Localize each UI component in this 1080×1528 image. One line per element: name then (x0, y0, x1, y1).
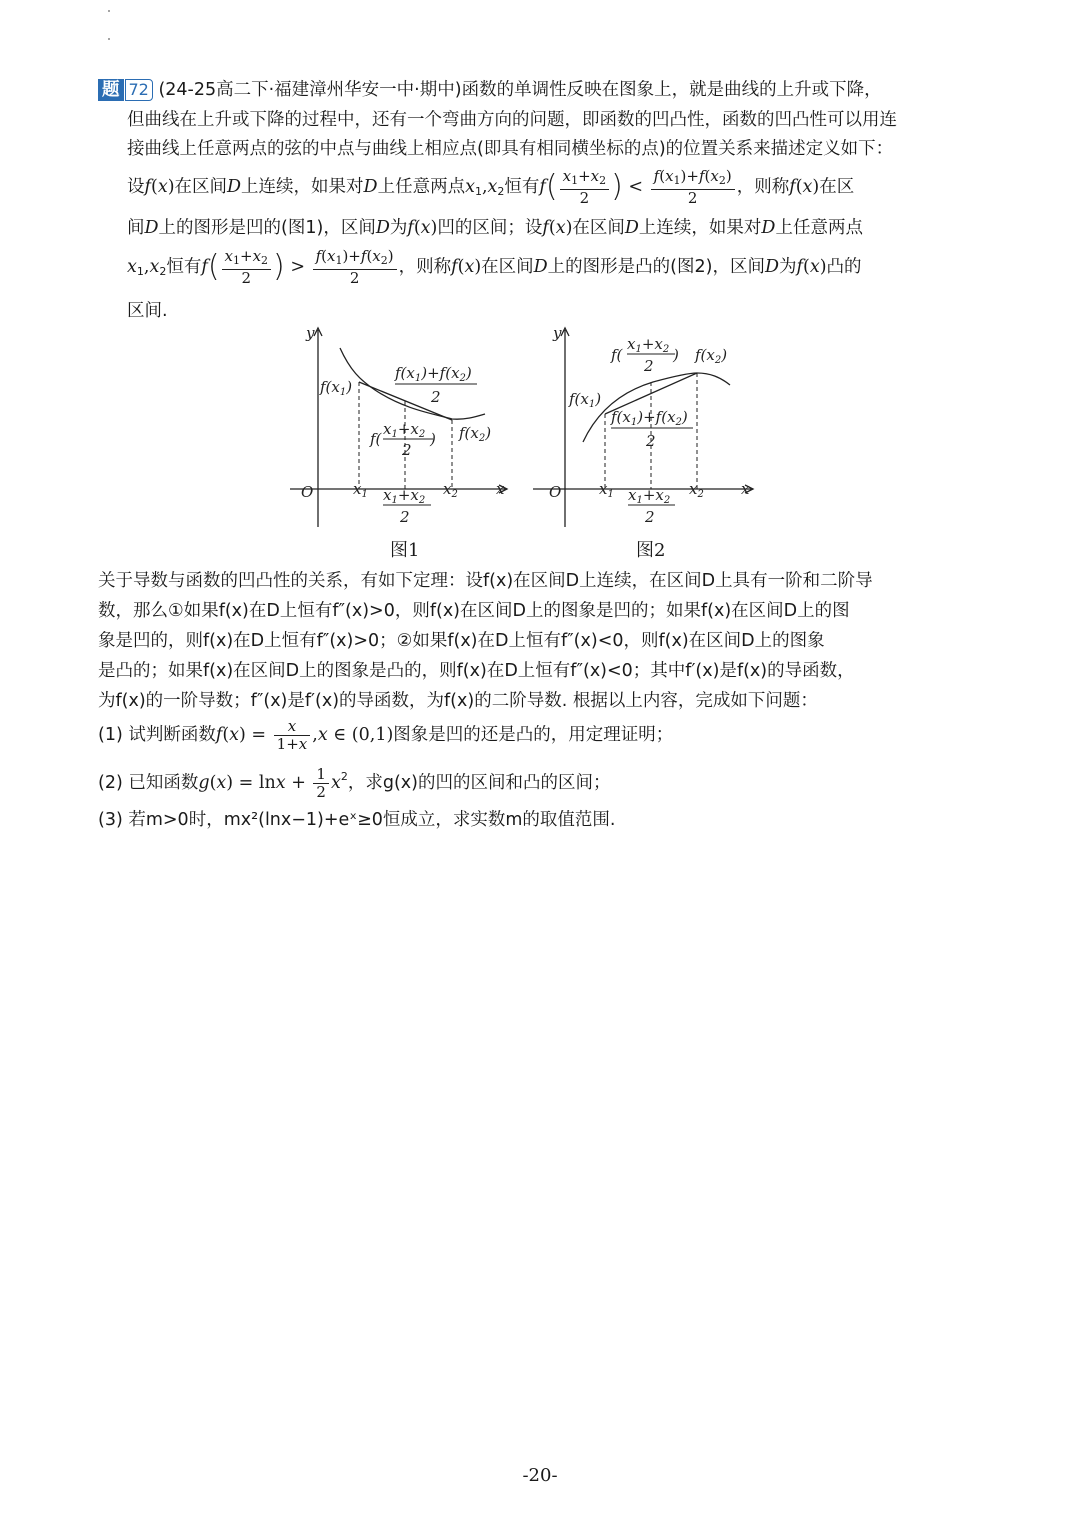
label-origin: O (549, 483, 562, 501)
theorem-line-2: 数，那么①如果f(x)在D上恒有f″(x)>0，则f(x)在区间D上的图象是凹的；如果f(x)在区间D上的图 (98, 601, 850, 621)
problem-source: (24-25高二下·福建漳州华安一中·期中) (158, 80, 462, 100)
svg-text:2: 2 (644, 357, 654, 375)
theorem-line-5: 为f(x)的一阶导数；f″(x)是f′(x)的导函数，为f(x)的二阶导数. 根据以上内容，完成如下问题： (98, 691, 818, 711)
svg-text:2: 2 (646, 432, 656, 450)
svg-text:2: 2 (645, 508, 655, 526)
theorem-line-3: 象是凹的，则f(x)在D上恒有f″(x)>0；②如果f(x)在D上恒有f″(x)<0，则f(x)在区间D上的图象 (98, 631, 825, 651)
definition-line-2: 间D上的图形是凹的(图1)，区间D为f(x)凹的区间；设f(x)在区间D上连续，如果对D上任意两点 (127, 218, 863, 238)
label-f-x1: $f(x_1)$ (320, 378, 353, 398)
theorem-line-4: 是凸的；如果f(x)在区间D上的图象是凸的，则f(x)在D上恒有f″(x)<0；其中f′(x)是f(x)的导函数， (98, 661, 855, 681)
definition-line-1: 设f(x)在区间D上连续，如果对D上任意两点$x_1,x_2$恒有f( $\frac{x_1+x_2}{2}$ ) < $\frac{f(x_1)+f(x_2)}{2}$ ，则称f(x)在区 (127, 166, 855, 207)
svg-text:): ) (430, 430, 436, 448)
definition-line-4: 区间. (127, 301, 168, 321)
label-f-x2: $f(x_2)$ (459, 424, 492, 444)
question-1: (1) 试判断函数f(x) = $\frac{x}{1+x}$ ,x ∈ (0,1)图象是凹的还是凸的，用定理证明； (98, 716, 674, 753)
question-3: (3) 若m>0时，mx²(lnx−1)+eˣ≥0恒成立，求实数m的取值范围. (98, 810, 616, 830)
scan-dot (108, 10, 110, 12)
label-y: y (553, 324, 562, 342)
page-number: -20- (522, 1465, 558, 1486)
label-f-x2: $f(x_2)$ (695, 346, 728, 366)
label-f-mid: f( (370, 430, 382, 448)
label-f-x1: $f(x_1)$ (569, 390, 602, 410)
scan-dot (108, 38, 110, 40)
label-x1: $x_1$ (353, 480, 368, 500)
problem-number: 72 (125, 79, 153, 101)
label-2: 2 (431, 388, 441, 406)
figure-2 (525, 322, 765, 532)
label-x1: $x_1$ (599, 480, 614, 500)
svg-text:x1+x2: $x_1+x_2$ (383, 486, 426, 506)
svg-text:2: 2 (400, 508, 410, 526)
svg-text:x1+x2: $x_1+x_2$ (627, 335, 670, 355)
question-2: (2) 已知函数g(x) = lnx + $\frac{1}{2}$ $x^2$，求g(x)的凹的区间和凸的区间； (98, 764, 611, 801)
problem-badge: 题 (98, 79, 124, 101)
intro-line-3: 接曲线上任意两点的弦的中点与曲线上相应点(即具有相同横坐标的点)的位置关系来描述定义如下： (127, 139, 894, 159)
figure-1-caption: 图1 (390, 540, 420, 561)
label-y: y (306, 324, 315, 342)
problem-header (98, 76, 882, 101)
definition-line-3: $x_1,x_2$恒有f( $\frac{x_1+x_2}{2}$ ) > $\frac{f(x_1)+f(x_2)}{2}$ ，则称f(x)在区间D上的图形是凸的(图2)，区间D为f(x)凸的 (127, 246, 862, 287)
label-x: x (496, 480, 505, 498)
svg-text:x1+x2: $x_1+x_2$ (383, 420, 426, 440)
label-mid-avg: $f(x_1)+f(x_2)$ (611, 408, 688, 428)
figure-2-caption: 图2 (636, 540, 666, 561)
svg-text:x1+x2: $x_1+x_2$ (628, 486, 671, 506)
intro-line-1: 函数的单调性反映在图象上，就是曲线的上升或下降， (461, 80, 882, 100)
theorem-line-1: 关于导数与函数的凹凸性的关系，有如下定理：设f(x)在区间D上连续，在区间D上具有一阶和二阶导 (98, 571, 873, 591)
label-x: x (741, 480, 750, 498)
svg-text:): ) (673, 346, 679, 364)
label-x2: $x_2$ (689, 480, 704, 500)
svg-text:2: 2 (402, 441, 412, 459)
intro-line-2: 但曲线在上升或下降的过程中，还有一个弯曲方向的问题，即函数的凹凸性，函数的凹凸性可以用连 (127, 110, 897, 130)
label-x2: $x_2$ (443, 480, 458, 500)
figure-1 (285, 322, 525, 532)
label-mid-avg: $f(x_1)+f(x_2)$ (395, 364, 472, 384)
label-f-mid: f( (611, 346, 623, 364)
label-origin: O (301, 483, 314, 501)
